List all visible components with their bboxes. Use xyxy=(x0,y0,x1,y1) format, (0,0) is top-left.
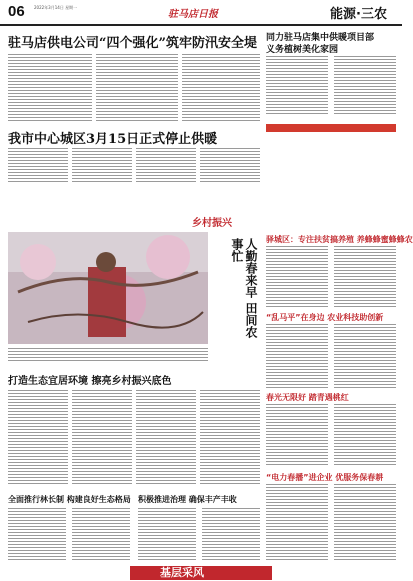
top-right-headline-1: 同力驻马店集中供暖项目部 xyxy=(266,33,375,43)
bottom-mid-headline: 积极推进治理 确保丰产丰收 xyxy=(138,495,237,504)
right-headline-3: 春光无限好 踏青遇桃红 xyxy=(266,393,349,402)
top-right-body xyxy=(266,56,328,116)
header-rule xyxy=(0,24,402,26)
top-left-body xyxy=(96,54,178,122)
top-left-body xyxy=(8,54,92,122)
svg-text:乡村振兴: 乡村振兴 xyxy=(192,218,232,229)
top-right-article xyxy=(266,28,396,118)
right-headline-1: 驿城区：专注扶贫搞养殖 养蜂蜂蜜蜂蜂农 xyxy=(266,235,413,244)
right-body-4 xyxy=(266,484,328,560)
feature-photo xyxy=(8,232,208,344)
page-number: 06 xyxy=(8,3,25,20)
mid-body xyxy=(200,148,260,182)
right-banner xyxy=(266,124,396,132)
bottom-left-headline: 全面推行林长制 构建良好生态格局 xyxy=(8,495,131,504)
right-body-2 xyxy=(334,324,396,388)
rural-body xyxy=(136,390,196,486)
photo-caption xyxy=(8,348,208,362)
bottom-left-article xyxy=(8,494,130,564)
top-right-headline-2: 义务植树美化家园 xyxy=(266,45,339,55)
bottom-left-body xyxy=(8,508,66,562)
masthead-info: 2022年3月14日 星期一 xyxy=(34,5,78,10)
right-body-4 xyxy=(334,484,396,560)
right-headline-4: “电力春播”进企业 优服务保春耕 xyxy=(266,473,384,482)
top-left-headline: 驻马店供电公司“四个强化”筑牢防汛安全堤 xyxy=(8,36,257,51)
right-body-3 xyxy=(266,404,328,466)
rural-body xyxy=(72,390,132,486)
rural-headline: 打造生态宜居环境 擦亮乡村振兴底色 xyxy=(8,376,172,387)
right-body-2 xyxy=(266,324,328,388)
top-right-body xyxy=(334,56,396,116)
right-body-1 xyxy=(334,246,396,308)
right-headline-2: “乱马平”在身边 农业科技助创新 xyxy=(266,313,384,322)
footer-logo-text: 基层采风 xyxy=(160,566,204,579)
right-body-3 xyxy=(334,404,396,466)
rural-label xyxy=(190,214,260,230)
mid-headline: 我市中心城区3月15日正式停止供暖 xyxy=(8,132,218,147)
bottom-mid-body xyxy=(138,508,196,562)
page-header xyxy=(0,0,402,30)
mid-body xyxy=(136,148,196,182)
mid-body xyxy=(8,148,68,182)
right-body-1 xyxy=(266,246,328,308)
paper-logo: 驻马店日报 xyxy=(168,9,218,20)
bottom-mid-article xyxy=(138,494,260,564)
right-column xyxy=(266,136,413,564)
photo-side-text xyxy=(214,234,262,342)
rural-label-graphic xyxy=(190,214,260,230)
top-left-body xyxy=(182,54,260,122)
mid-article xyxy=(8,128,260,188)
footer-logo xyxy=(130,566,272,580)
rural-body xyxy=(8,390,68,486)
peach-blossom-photo xyxy=(8,232,208,344)
rural-article xyxy=(8,372,260,492)
mid-body xyxy=(72,148,132,182)
bottom-left-body xyxy=(72,508,130,562)
photo-side-label: 人勤春来早 田间农事忙 xyxy=(230,238,258,339)
section-title: 能源·三农 xyxy=(330,7,387,22)
bottom-mid-body xyxy=(202,508,260,562)
rural-body xyxy=(200,390,260,486)
